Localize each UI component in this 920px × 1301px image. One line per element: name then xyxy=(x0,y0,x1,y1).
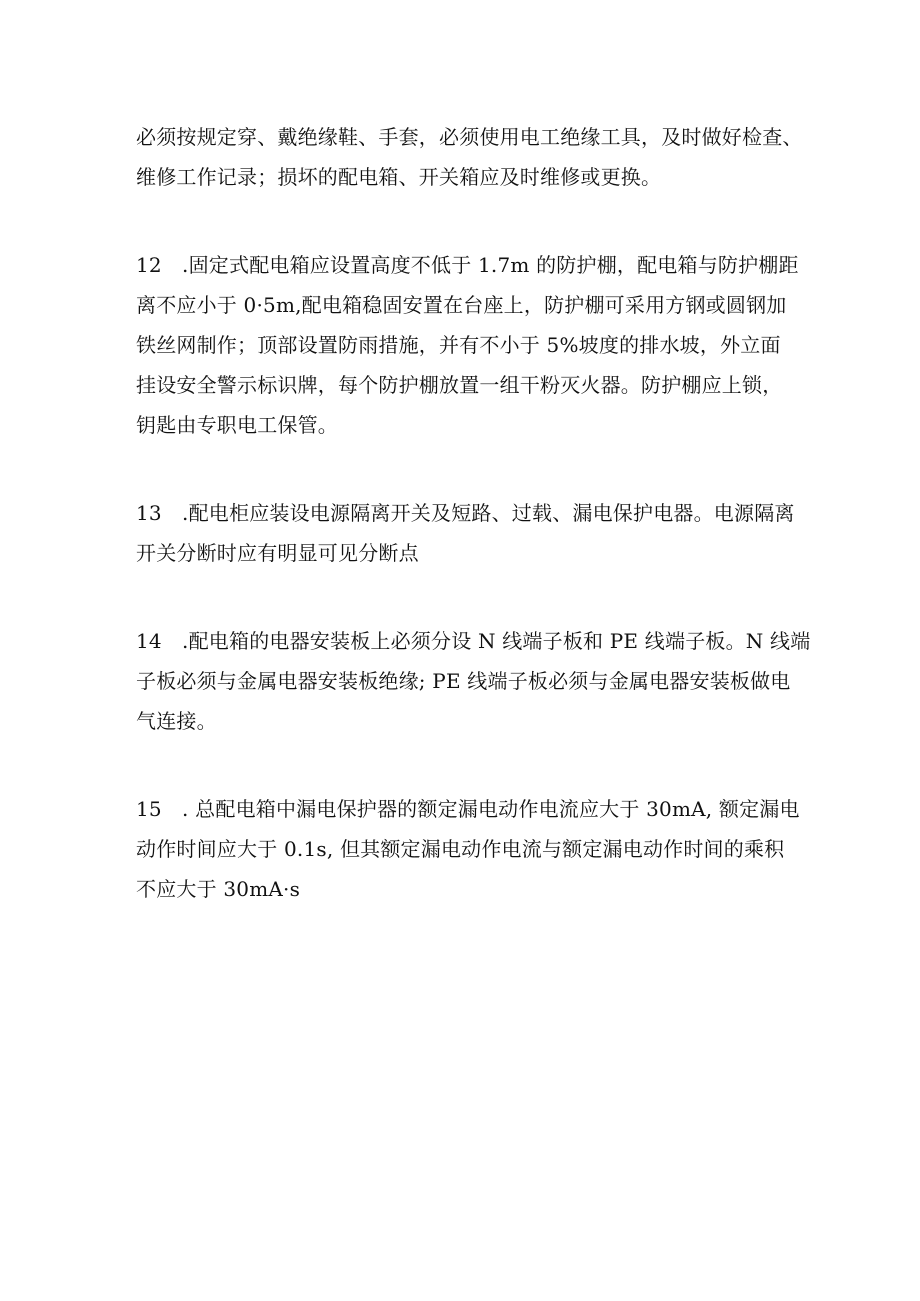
text-line: 开关分断时应有明显可见分断点 xyxy=(136,541,419,565)
paragraph-inspection-records xyxy=(136,117,816,197)
paragraph-item-13 xyxy=(136,493,816,573)
text-line: 气连接。 xyxy=(136,709,217,733)
text-line: 必须按规定穿、戴绝缘鞋、手套，必须使用电工绝缘工具，及时做好检查、 xyxy=(136,125,803,149)
text-line: 不应大于 30mA·s xyxy=(136,877,301,901)
text-line: 子板必须与金属电器安装板绝缘; PE 线端子板必须与金属电器安装板做电 xyxy=(136,669,791,693)
text-line: 钥匙由专职电工保管。 xyxy=(136,413,338,437)
paragraph-gap xyxy=(136,197,816,245)
text-line: 12 .固定式配电箱应设置高度不低于 1.7m 的防护棚，配电箱与防护棚距 xyxy=(136,253,799,277)
paragraph-item-14 xyxy=(136,621,816,741)
paragraph-gap xyxy=(136,445,816,493)
text-line: 15 . 总配电箱中漏电保护器的额定漏电动作电流应大于 30mA, 额定漏电 xyxy=(136,797,800,821)
text-line: 离不应小于 0·5m,配电箱稳固安置在台座上，防护棚可采用方钢或圆钢加 xyxy=(136,293,787,317)
text-line: 动作时间应大于 0.1s, 但其额定漏电动作电流与额定漏电动作时间的乘积 xyxy=(136,837,785,861)
text-line: 维修工作记录；损坏的配电箱、开关箱应及时维修或更换。 xyxy=(136,165,662,189)
text-line: 13 .配电柜应装设电源隔离开关及短路、过载、漏电保护电器。电源隔离 xyxy=(136,501,795,525)
paragraph-item-12 xyxy=(136,245,816,445)
paragraph-item-15 xyxy=(136,789,816,909)
text-line: 14 .配电箱的电器安装板上必须分设 N 线端子板和 PE 线端子板。N 线端 xyxy=(136,629,811,653)
paragraph-gap xyxy=(136,573,816,621)
document-body xyxy=(136,117,816,909)
paragraph-gap xyxy=(136,741,816,789)
text-line: 铁丝网制作；顶部设置防雨措施，并有不小于 5%坡度的排水坡，外立面 xyxy=(136,333,781,357)
text-line: 挂设安全警示标识牌，每个防护棚放置一组干粉灭火器。防护棚应上锁， xyxy=(136,373,783,397)
